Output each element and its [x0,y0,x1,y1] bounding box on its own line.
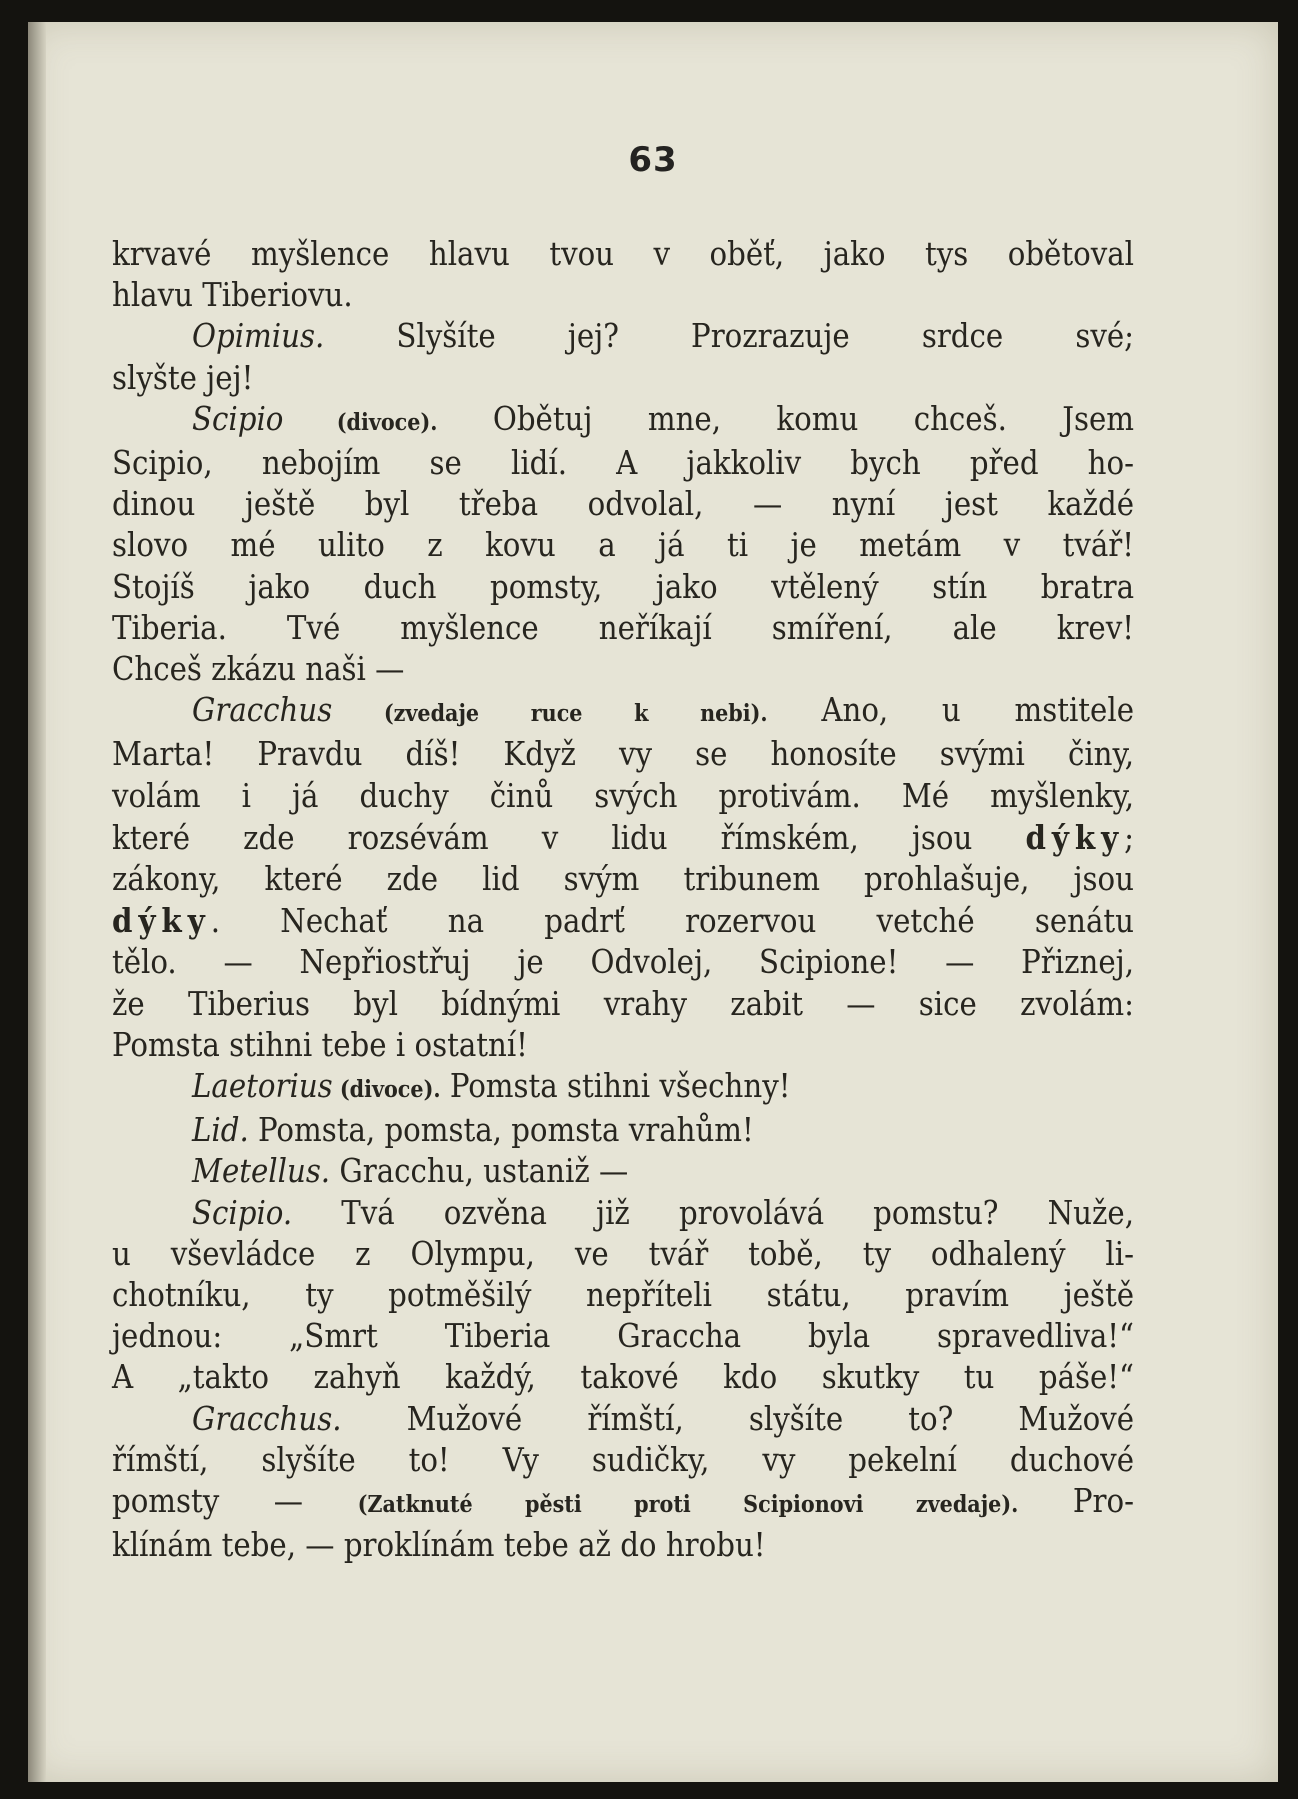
line-text: Tvá ozvěna již provolává pomstu? Nuže, [292,1193,1134,1232]
text-line [112,275,1134,316]
line-text: Tiberia. Tvé myšlence neříkají smíření, ale krev! [112,608,1134,647]
line-text: Gracchu, ustaniž — [330,1152,629,1191]
line-text: Pomsta, pomsta, pomsta vrahům! [248,1111,754,1150]
text-line [112,1193,1134,1234]
text-line [112,817,1134,859]
speaker-name: Laetorius [192,1067,333,1106]
text-line [112,942,1134,983]
line-text: Ano, u mstitele [767,691,1134,730]
stage-direction: (divoce). [283,408,438,436]
text-line [112,649,1134,690]
page-text [112,234,1134,1567]
text-line [112,525,1134,566]
text-line [112,316,1134,357]
text-line [112,1275,1134,1316]
line-text-tail: Pro- [1018,1482,1134,1521]
text-line [112,1025,1134,1066]
line-text: slyšte jej! [112,358,254,397]
line-text: dinou ještě byl třeba odvolal, — nyní jest každé [112,485,1134,524]
text-line [112,776,1134,817]
speaker-name: Lid. [192,1111,249,1150]
text-line [112,443,1134,484]
speaker-name: Scipio. [192,1193,293,1232]
line-text: Marta! Pravdu díš! Když vy se honosíte svými činy, [112,735,1134,774]
line-text: A „takto zahyň každý, takové kdo skutky tu páše!“ [112,1358,1134,1397]
line-text: že Tiberius byl bídnými vrahy zabit — sice zvolám: [112,984,1134,1023]
line-text: chotníku, ty potměšilý nepříteli státu, pravím ještě [112,1276,1134,1315]
stage-direction: (Zatknuté pěsti proti Scipionovi zvedaje). [357,1491,1019,1519]
line-text-tail: ; [1124,818,1134,857]
line-text: pomsty — [112,1482,358,1521]
line-text: Obětuj mne, komu chceš. Jsem [437,399,1134,438]
text-line [112,1151,1134,1192]
line-text: tělo. — Nepřiostřuj je Odvolej, Scipione! — Přiznej, [112,943,1134,982]
line-text: krvavé myšlence hlavu tvou v oběť, jako tys obětoval [112,235,1134,273]
speaker-name: Metellus. [192,1152,331,1191]
stage-direction: (zvedaje ruce k nebi). [332,700,768,728]
line-text: slovo mé ulito z kovu a já ti je metám v tvář! [112,526,1134,565]
text-line [112,859,1134,900]
text-line [112,1481,1134,1525]
text-line [112,1316,1134,1357]
line-text: hlavu Tiberiovu. [112,276,353,315]
text-line [112,358,1134,399]
text-line [112,399,1134,443]
line-text: zákony, které zde lid svým tribunem prohlašuje, jsou [112,860,1134,899]
line-text: u vševládce z Olympu, ve tvář tobě, ty odhalený li- [112,1234,1134,1273]
text-line [112,1525,1134,1566]
text-line [112,984,1134,1025]
text-line [112,734,1134,775]
speaker-name: Scipio [192,399,284,438]
text-line [112,900,1134,942]
text-line [112,484,1134,525]
line-text: Pomsta stihni tebe i ostatní! [112,1025,528,1064]
text-line [112,1357,1134,1398]
text-line [112,608,1134,649]
spaced-emphasis: dýky [112,901,211,941]
book-page [28,22,1278,1782]
line-text: volám i já duchy činů svých protivám. Mé myšlenky, [112,776,1134,815]
page-number: 63 [628,140,678,180]
line-text: klínám tebe, — proklínám tebe až do hrobu! [112,1526,766,1565]
text-line [112,1399,1134,1440]
text-line [112,1440,1134,1481]
line-text: Scipio, nebojím se lidí. A jakkoliv bych před ho- [112,444,1134,483]
line-text: Slyšíte jej? Prozrazuje srdce své; [324,317,1134,356]
spaced-emphasis: dýky [1025,817,1125,857]
page-spine-shadow [28,22,46,1782]
line-text: Chceš zkázu naši — [112,650,405,689]
text-line [112,1234,1134,1275]
speaker-name: Gracchus. [192,1399,342,1438]
line-text: které zde rozsévám v lidu římském, jsou [112,818,1026,857]
text-line [112,1110,1134,1151]
stage-direction: (divoce). [332,1076,441,1104]
text-line [112,690,1134,734]
line-text: Mužové římští, slyšíte to? Mužové [341,1399,1134,1438]
speaker-name: Gracchus [192,691,333,730]
text-line [112,567,1134,608]
line-text: Pomsta stihni všechny! [440,1067,791,1106]
line-text-tail: . Nechať na padrť rozervou vetché senátu [210,902,1134,941]
text-line [112,234,1134,275]
text-line [112,1066,1134,1110]
line-text: Stojíš jako duch pomsty, jako vtělený stín bratra [112,567,1134,606]
speaker-name: Opimius. [192,317,325,356]
line-text: jednou: „Smrt Tiberia Gracchа byla spravedliva!“ [112,1317,1134,1356]
line-text: římští, slyšíte to! Vy sudičky, vy pekelní duchové [112,1440,1134,1479]
